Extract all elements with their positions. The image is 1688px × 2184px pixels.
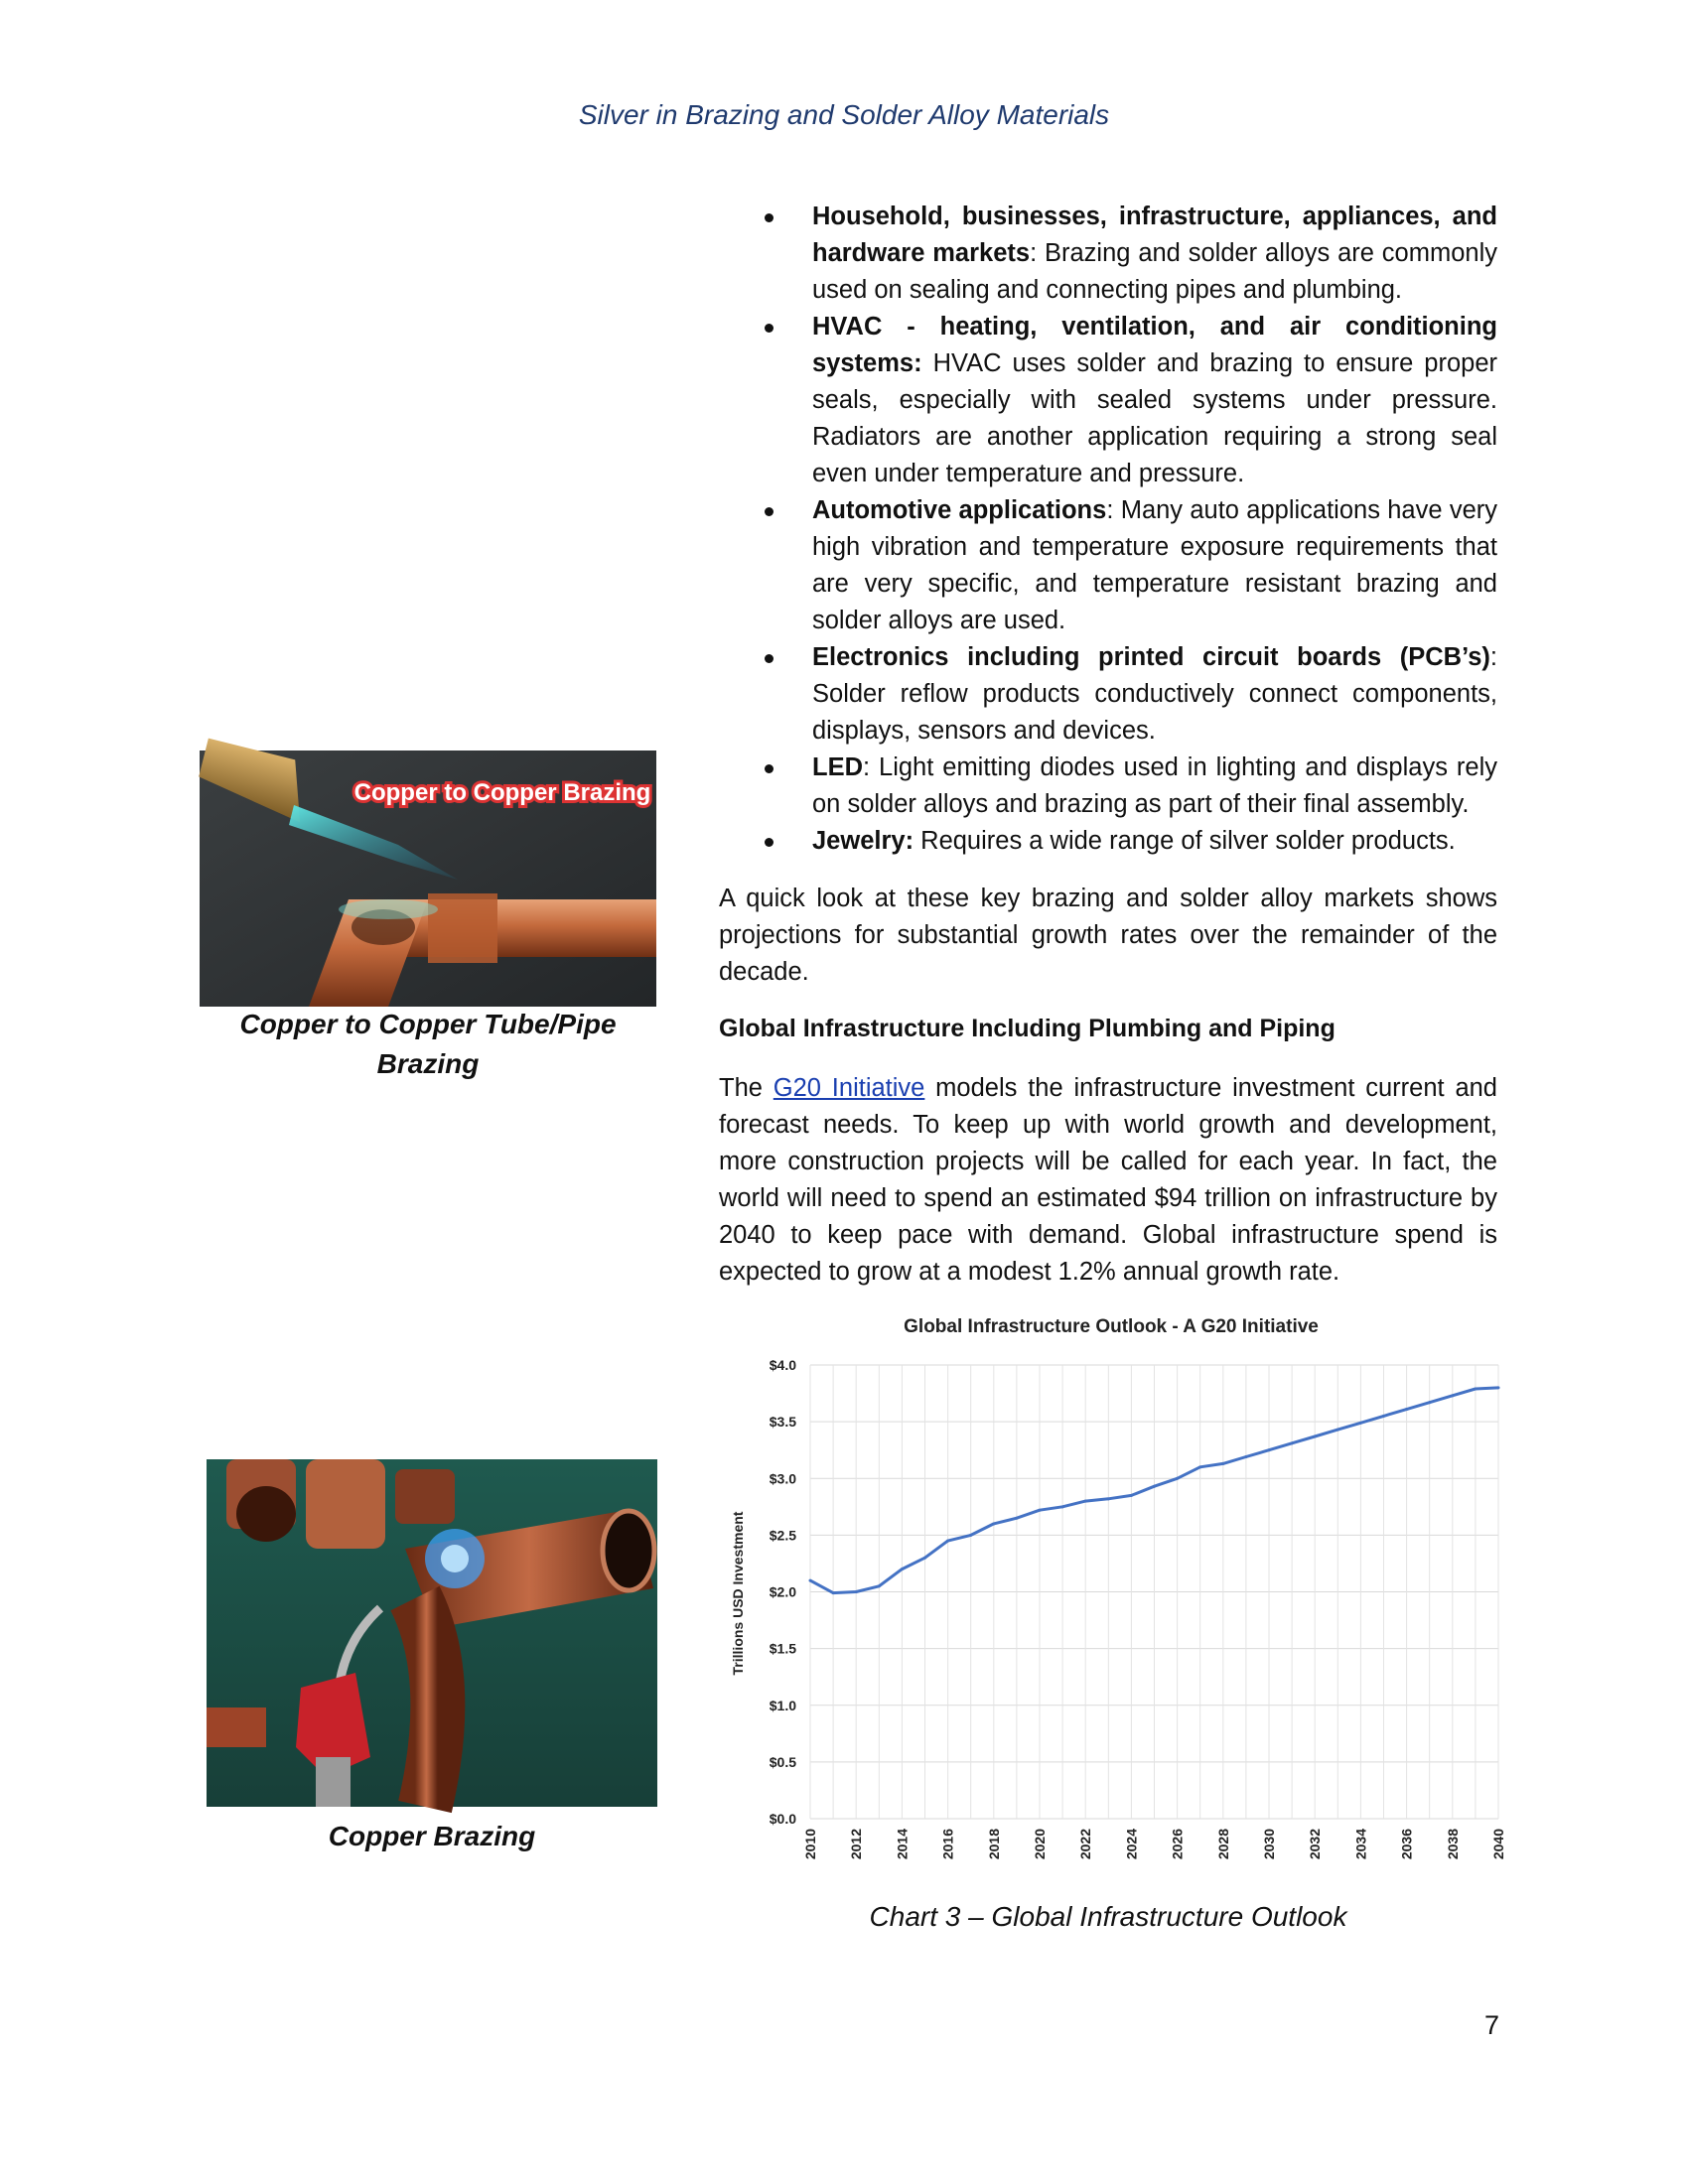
data-point <box>1015 1517 1018 1520</box>
copper-brazing-photo <box>207 1459 657 1807</box>
bullet-icon <box>765 324 774 333</box>
y-tick-label: $1.5 <box>769 1640 796 1657</box>
data-point <box>1153 1485 1156 1488</box>
data-point <box>992 1522 995 1525</box>
bullet-text: : Light emitting diodes used in lighting and displays rely on solder alloys and brazing as part of their final assembly. <box>812 753 1497 818</box>
list-item <box>713 492 1497 639</box>
photo1-caption-line1: Copper to Copper Tube/Pipe <box>239 1009 617 1039</box>
bullet-term: Automotive applications <box>812 496 1107 524</box>
x-tick-label: 2030 <box>1261 1829 1277 1860</box>
x-tick-label: 2016 <box>939 1829 956 1860</box>
data-point <box>1221 1462 1224 1465</box>
x-tick-label: 2038 <box>1444 1829 1461 1860</box>
g20-text-before: The <box>719 1074 774 1102</box>
y-tick-label: $0.0 <box>769 1811 796 1827</box>
photo-overlay-label: Copper to Copper Brazing <box>353 779 651 806</box>
bullet-icon <box>765 213 774 222</box>
data-point <box>1359 1422 1362 1425</box>
y-tick-label: $3.5 <box>769 1414 796 1431</box>
data-point <box>1451 1394 1454 1397</box>
y-axis-ticks <box>770 1357 796 1827</box>
list-item <box>713 199 1497 309</box>
section-heading: Global Infrastructure Including Plumbing and Piping <box>719 1015 1336 1042</box>
data-point <box>923 1557 926 1560</box>
data-point <box>832 1591 835 1594</box>
data-point <box>1130 1494 1133 1497</box>
g20-initiative-link[interactable]: G20 Initiative <box>773 1074 925 1102</box>
data-point <box>1314 1434 1317 1437</box>
bullet-text: : Many auto applications have very high vibration and temperature exposure requirements that are very specific, and temperature resistant brazing and solder alloys are used. <box>812 496 1497 634</box>
bullet-icon <box>765 654 774 663</box>
data-point <box>1244 1455 1247 1458</box>
bullet-icon <box>765 764 774 773</box>
y-tick-label: $2.5 <box>769 1527 796 1544</box>
x-tick-label: 2040 <box>1490 1829 1506 1860</box>
infrastructure-line-chart <box>719 1310 1506 1876</box>
x-tick-label: 2036 <box>1398 1829 1415 1860</box>
y-axis-label: Trillions USD Investment <box>730 1511 746 1676</box>
data-point <box>1268 1448 1271 1451</box>
list-item <box>713 309 1497 492</box>
x-tick-label: 2014 <box>894 1829 911 1860</box>
bullet-term: HVAC - heating, ventilation, and air conditioning systems: <box>812 313 1497 377</box>
data-point <box>1061 1505 1064 1508</box>
data-point <box>1428 1401 1431 1404</box>
list-item <box>713 823 1497 860</box>
g20-paragraph <box>719 1070 1497 1291</box>
bullet-icon <box>765 838 774 847</box>
bullet-term: Household, businesses, infrastructure, appliances, and hardware markets <box>812 203 1497 267</box>
x-tick-label: 2018 <box>985 1829 1002 1860</box>
data-point <box>1198 1465 1201 1468</box>
brazing-photo-illustration <box>200 751 656 1007</box>
bullet-term: Jewelry: <box>812 827 914 855</box>
copper-to-copper-brazing-photo <box>200 751 656 1007</box>
x-tick-label: 2028 <box>1214 1829 1231 1860</box>
bullet-text: HVAC uses solder and brazing to ensure proper seals, especially with sealed systems under pressure. Radiators are another application requiring a strong seal even under temperature and pressure. <box>812 349 1497 487</box>
data-point <box>901 1568 904 1570</box>
x-tick-label: 2032 <box>1307 1829 1324 1860</box>
x-tick-label: 2012 <box>848 1829 865 1860</box>
data-point <box>855 1590 858 1593</box>
data-point <box>969 1534 972 1537</box>
bullet-text: : Brazing and solder alloys are commonly used on sealing and connecting pipes and plumbing. <box>812 239 1497 304</box>
data-point <box>1405 1408 1408 1411</box>
bullet-text: : Solder reflow products conductively connect components, displays, sensors and devices. <box>812 643 1497 745</box>
y-tick-label: $3.0 <box>769 1470 796 1487</box>
x-tick-label: 2034 <box>1352 1829 1369 1860</box>
x-axis-ticks <box>802 1829 1506 1859</box>
data-point <box>946 1540 949 1543</box>
y-tick-label: $1.0 <box>769 1697 796 1713</box>
y-tick-label: $4.0 <box>769 1357 796 1373</box>
bullet-icon <box>765 507 774 516</box>
photo1-caption <box>200 1005 656 1084</box>
data-point <box>809 1579 812 1582</box>
chart-title: Global Infrastructure Outlook - A G20 Initiative <box>904 1316 1319 1337</box>
data-point <box>1382 1415 1385 1418</box>
list-item <box>713 750 1497 823</box>
data-point <box>1039 1509 1042 1512</box>
data-point <box>1176 1477 1179 1480</box>
data-point <box>1291 1441 1294 1444</box>
y-tick-label: $2.0 <box>769 1583 796 1600</box>
data-point <box>1474 1387 1477 1390</box>
chart-grid <box>810 1365 1498 1819</box>
photo2-caption: Copper Brazing <box>328 1821 536 1851</box>
data-point <box>1084 1500 1087 1503</box>
data-point <box>1107 1497 1110 1500</box>
bullet-term: Electronics including printed circuit boards (PCB’s) <box>812 643 1490 671</box>
running-header: Silver in Brazing and Solder Alloy Materials <box>578 99 1110 130</box>
x-tick-label: 2022 <box>1077 1829 1094 1860</box>
x-tick-label: 2020 <box>1032 1829 1048 1860</box>
bullet-term: LED <box>812 753 863 781</box>
data-point <box>1497 1386 1500 1389</box>
data-point <box>878 1584 881 1587</box>
chart-caption: Chart 3 – Global Infrastructure Outlook <box>869 1901 1347 1932</box>
x-tick-label: 2024 <box>1123 1829 1140 1860</box>
page-number: 7 <box>1483 2010 1499 2040</box>
x-tick-label: 2026 <box>1169 1829 1186 1860</box>
bullet-text: Requires a wide range of silver solder products. <box>914 827 1456 855</box>
x-tick-label: 2010 <box>802 1829 818 1860</box>
y-tick-label: $0.5 <box>769 1753 796 1770</box>
data-point <box>1336 1429 1339 1432</box>
copper-brazing-illustration <box>207 1459 657 1807</box>
market-bullet-list <box>713 199 1497 860</box>
list-item <box>713 639 1497 750</box>
photo1-caption-line2: Brazing <box>376 1048 480 1079</box>
g20-text-after: models the infrastructure investment current and forecast needs. To keep up with world growth and development, more construction projects will be called for each year. In fact, the world will need to spend an estimated $94 trillion on infrastructure by 2040 to keep pace with demand. Global infrastructure spend is expected to grow at a modest 1.2% annual growth rate. <box>719 1074 1497 1286</box>
intro-paragraph: A quick look at these key brazing and solder alloy markets shows projections for substantial growth rates over the remainder of the decade. <box>719 885 1497 986</box>
